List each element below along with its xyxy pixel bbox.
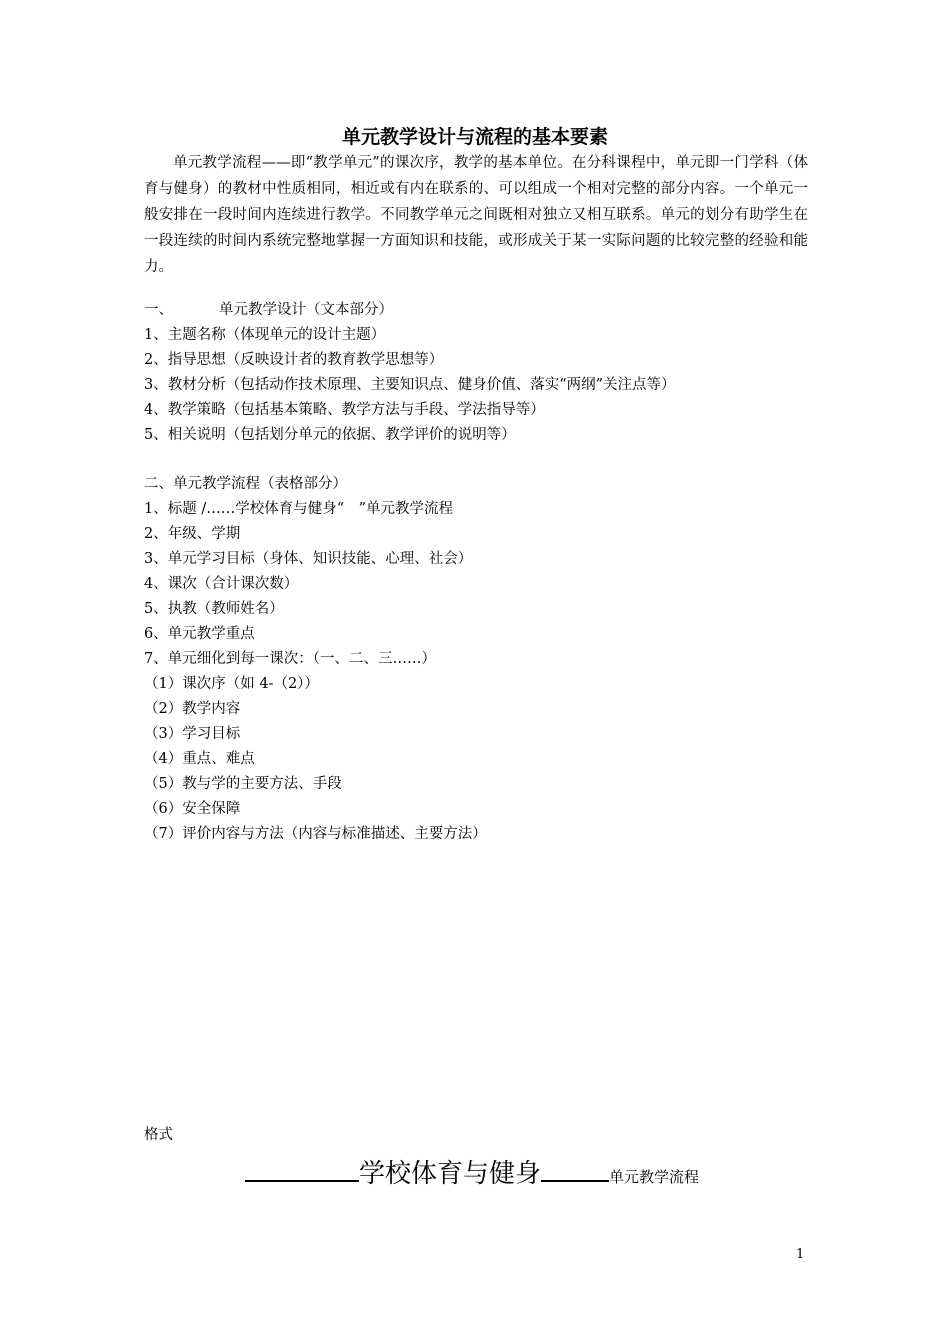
format-suffix-text: 单元教学流程 bbox=[609, 1168, 700, 1186]
list-item: 6、单元教学重点 bbox=[144, 626, 255, 642]
list-item: 1、标题 /……学校体育与健身“ ”单元教学流程 bbox=[144, 501, 454, 517]
list-item: （5）教与学的主要方法、手段 bbox=[144, 776, 342, 792]
format-title-line bbox=[245, 1150, 699, 1191]
section-title: 单元教学设计（文本部分） bbox=[219, 302, 393, 318]
document-title: 单元教学设计与流程的基本要素 bbox=[341, 126, 608, 148]
section-heading: 二、单元教学流程（表格部分） bbox=[144, 476, 347, 492]
section-heading bbox=[144, 298, 808, 323]
intro-paragraph: 单元教学流程——即“教学单元”的课次序，教学的基本单位。在分科课程中，单元即一门学科（体育与健身）的教材中性质相同，相近或有内在联系的、可以组成一个相对完整的部分内容。一个单元一般安排在一段时间内连续进行教学。不同教学单元之间既相对独立又相互联系。单元的划分有助学生在一段连续的时间内系统完整地掌握一方面知识和技能，或形成关于某一实际问题的比较完整的经验和能力。 bbox=[144, 155, 808, 275]
section-number: 一、 bbox=[144, 302, 173, 318]
list-item: （7）评价内容与方法（内容与标准描述、主要方法） bbox=[144, 826, 487, 842]
page-number: 1 bbox=[796, 1247, 805, 1262]
list-item: 1、主题名称（体现单元的设计主题） bbox=[144, 327, 386, 343]
list-item: （6）安全保障 bbox=[144, 801, 241, 817]
format-middle-text: 学校体育与健身 bbox=[359, 1159, 542, 1189]
list-item: 4、课次（合计课次数） bbox=[144, 576, 299, 592]
list-item: 2、年级、学期 bbox=[144, 526, 241, 542]
section-text-design bbox=[144, 298, 808, 448]
blank-underline bbox=[245, 1150, 359, 1182]
list-item: （1）课次序（如 4-（2）） bbox=[144, 676, 319, 692]
list-item: 3、单元学习目标（身体、知识技能、心理、社会） bbox=[144, 551, 473, 567]
format-label: 格式 bbox=[144, 1127, 173, 1143]
list-item: 5、相关说明（包括划分单元的依据、教学评价的说明等） bbox=[144, 427, 516, 443]
list-item: 5、执教（教师姓名） bbox=[144, 601, 284, 617]
list-item: （2）教学内容 bbox=[144, 701, 241, 717]
list-item: （4）重点、难点 bbox=[144, 751, 255, 767]
blank-underline bbox=[541, 1150, 609, 1182]
list-item: 3、教材分析（包括动作技术原理、主要知识点、健身价值、落实“两纲”关注点等） bbox=[144, 377, 676, 393]
list-item: （3）学习目标 bbox=[144, 726, 241, 742]
list-item: 7、单元细化到每一课次：（一、二、三……） bbox=[144, 651, 436, 667]
list-item: 2、指导思想（反映设计者的教育教学思想等） bbox=[144, 352, 444, 368]
section-table-flow bbox=[144, 472, 808, 847]
list-item: 4、教学策略（包括基本策略、教学方法与手段、学法指导等） bbox=[144, 402, 545, 418]
